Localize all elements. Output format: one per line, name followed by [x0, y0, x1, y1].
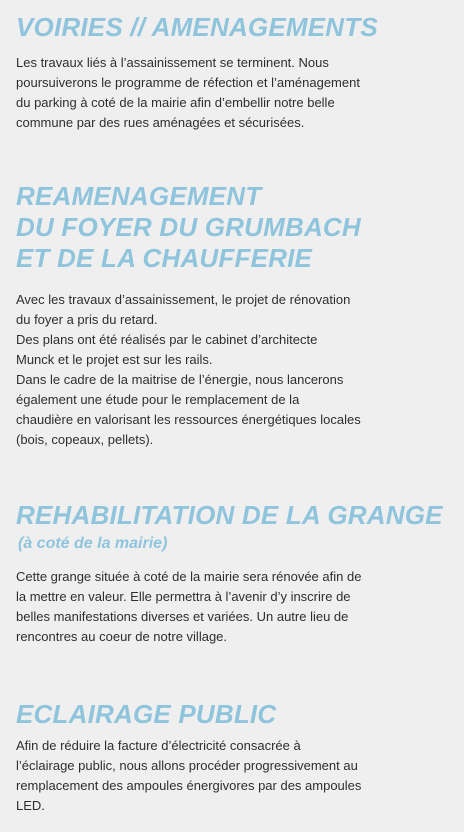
section-foyer [16, 181, 452, 450]
paragraph-line: Cette grange située à coté de la mairie sera rénovée afin de [16, 569, 362, 584]
section-title-line: REAMENAGEMENT [16, 181, 262, 211]
section-voiries [16, 12, 452, 133]
paragraph-line: rencontres au coeur de notre village. [16, 629, 228, 644]
paragraph-line: Des plans ont été réalisés par le cabinet d’architecte [16, 332, 318, 347]
section-title-line: REHABILITATION DE LA GRANGE [16, 500, 443, 530]
paragraph-line: commune par des rues aménagées et sécurisées. [16, 115, 305, 130]
section-paragraph [16, 53, 452, 133]
section-title [16, 181, 452, 274]
paragraph-line: l’éclairage public, nous allons procéder progressivement au [16, 758, 358, 773]
section-paragraph [16, 290, 452, 450]
section-paragraph [16, 736, 452, 816]
paragraph-line: Avec les travaux d’assainissement, le projet de rénovation [16, 292, 351, 307]
paragraph-line: Munck et le projet est sur les rails. [16, 352, 213, 367]
section-title-line: DU FOYER DU GRUMBACH [16, 212, 361, 242]
paragraph-line: LED. [16, 798, 45, 813]
section-grange [16, 500, 452, 647]
paragraph-line: du foyer a pris du retard. [16, 312, 158, 327]
section-subtitle: (à coté de la mairie) [18, 535, 168, 552]
section-title [16, 12, 452, 43]
section-title-line: ECLAIRAGE PUBLIC [16, 699, 277, 729]
section-title [16, 500, 452, 531]
paragraph-line: chaudière en valorisant les ressources énergétiques locales [16, 412, 361, 427]
paragraph-line: du parking à coté de la mairie afin d’embellir notre belle [16, 95, 335, 110]
section-title-line: ET DE LA CHAUFFERIE [16, 243, 313, 273]
paragraph-line: poursuiverons le programme de réfection et l’aménagement [16, 75, 360, 90]
section-title [16, 699, 452, 730]
paragraph-line: Afin de réduire la facture d’électricité consacrée à [16, 738, 301, 753]
paragraph-line: remplacement des ampoules énergivores par des ampoules [16, 778, 362, 793]
paragraph-line: (bois, copeaux, pellets). [16, 432, 154, 447]
section-eclairage [16, 699, 452, 816]
paragraph-line: belles manifestations diverses et variées. Un autre lieu de [16, 609, 349, 624]
paragraph-line: la mettre en valeur. Elle permettra à l’avenir d’y inscrire de [16, 589, 351, 604]
section-paragraph [16, 567, 452, 647]
paragraph-line: Les travaux liés à l’assainissement se terminent. Nous [16, 55, 329, 70]
section-title-line: VOIRIES // AMENAGEMENTS [16, 12, 378, 42]
paragraph-line: Dans le cadre de la maitrise de l’énergie, nous lancerons [16, 372, 344, 387]
paragraph-line: également une étude pour le remplacement de la [16, 392, 300, 407]
